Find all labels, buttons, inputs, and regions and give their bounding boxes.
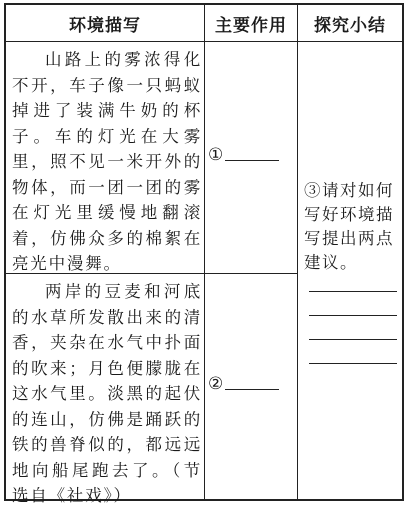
summary-answer-line-4[interactable] bbox=[309, 363, 397, 364]
passage-source: （节选自《社戏》） bbox=[12, 460, 202, 505]
header-divider bbox=[6, 41, 402, 42]
header-summary: 探究小结 bbox=[314, 15, 386, 36]
passage-fog: 山路上的雾浓得化不开，车子像一只蚂蚁掉进了装满牛奶的杯子。车的灯光在大雾里，照不见一米开外的物体，而一团一团的雾在灯光里缓慢地翻滚着，仿佛众多的棉絮在亮光中漫舞。 bbox=[12, 50, 202, 273]
answer-blank-1[interactable] bbox=[225, 160, 279, 161]
summary-prompt: ③请对如何写好环境描写提出两点建议。 bbox=[304, 181, 394, 272]
header-environment-description: 环境描写 bbox=[69, 15, 141, 36]
summary-answer-line-3[interactable] bbox=[309, 339, 397, 340]
answer-slot-2 bbox=[208, 374, 279, 394]
column-divider-2 bbox=[297, 5, 298, 499]
answer-blank-2[interactable] bbox=[225, 389, 279, 390]
reading-table bbox=[4, 3, 404, 505]
answer-slot-1 bbox=[208, 145, 279, 165]
header-main-function: 主要作用 bbox=[215, 15, 287, 36]
column-divider-1 bbox=[204, 5, 205, 499]
passage-she-xi bbox=[12, 279, 202, 509]
summary-answer-line-1[interactable] bbox=[309, 291, 397, 292]
answer-number-2: ② bbox=[208, 374, 224, 394]
passage-text: 两岸的豆麦和河底的水草所发散出来的清香，夹杂在水气中扑面的吹来；月色便朦胧在这水气里。淡黑的起伏的连山，仿佛是踊跃的铁的兽脊似的，都远远地向船尾跑去了。 bbox=[12, 282, 202, 480]
answer-number-1: ① bbox=[208, 145, 224, 165]
summary-answer-line-2[interactable] bbox=[309, 315, 397, 316]
